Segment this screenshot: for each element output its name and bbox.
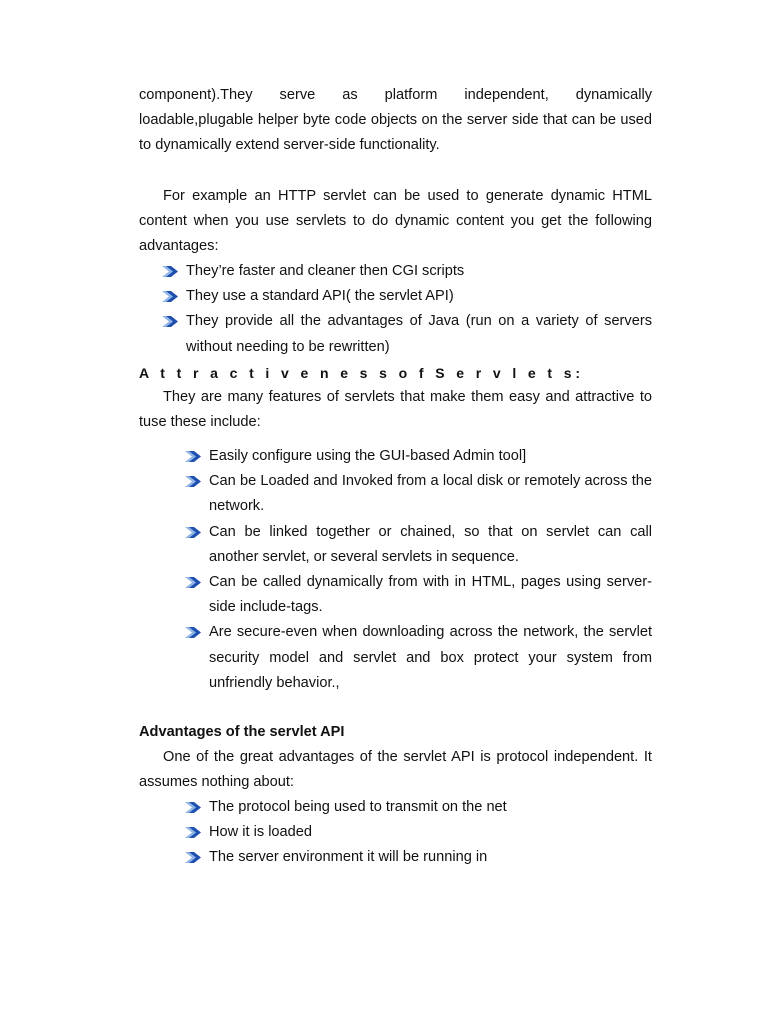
list-item-text: The protocol being used to transmit on the net: [209, 799, 507, 815]
list-item: [185, 820, 652, 845]
list-item: [162, 284, 652, 309]
list-item-text: How it is loaded: [209, 824, 313, 841]
list-item: [185, 444, 652, 469]
intro-paragraph: component).They serve as platform independent, dynamically loadable,plugable helper byte code objects on the server side that can be used to dynamically extend server-side functionality.: [139, 87, 652, 154]
example-paragraph: For example an HTTP servlet can be used to generate dynamic HTML content when you use servlets to do dynamic content you get the following advantages:: [139, 188, 652, 255]
double-arrow-bullet-icon: [185, 577, 202, 588]
list-item: [185, 845, 652, 870]
list-item-text: Easily configure using the GUI-based Admin tool]: [209, 448, 527, 464]
double-arrow-bullet-icon: [185, 802, 202, 813]
double-arrow-bullet-icon: [185, 827, 202, 838]
list-item: [185, 520, 652, 570]
list-item-text: They use a standard API( the servlet API): [186, 288, 454, 305]
double-arrow-bullet-icon: [185, 451, 202, 462]
double-arrow-bullet-icon: [185, 476, 202, 487]
list-item-text: The server environment it will be running in: [209, 849, 488, 866]
attractiveness-heading: A t t r a c t i v e n e s s o f S e r v l e t s:: [139, 365, 584, 381]
list-item: [185, 469, 652, 519]
list-item: [162, 309, 652, 359]
list-item-text: Can be linked together or chained, so that on servlet can call another servlet, or several servlets in sequence.: [209, 523, 652, 565]
api-paragraph: One of the great advantages of the servlet API is protocol independent. It assumes nothing about:: [139, 749, 652, 791]
double-arrow-bullet-icon: [185, 527, 202, 538]
list-item-text: Can be Loaded and Invoked from a local disk or remotely across the network.: [209, 473, 652, 515]
list-item: [185, 620, 652, 696]
list-item-text: Are secure-even when downloading across the network, the servlet security model and servlet and box protect your system from unfriendly behavior.,: [209, 624, 652, 691]
api-list: [185, 795, 652, 871]
features-list: [185, 444, 652, 696]
features-paragraph: They are many features of servlets that make them easy and attractive to tuse these include:: [139, 389, 652, 431]
list-item: [185, 570, 652, 620]
list-item: [162, 259, 652, 284]
double-arrow-bullet-icon: [162, 291, 179, 302]
list-item-text: They provide all the advantages of Java (run on a variety of servers without needing to be rewritten): [186, 313, 652, 355]
list-item-text: They’re faster and cleaner then CGI scripts: [186, 263, 465, 279]
advantages-list: [162, 259, 652, 360]
double-arrow-bullet-icon: [162, 316, 179, 327]
double-arrow-bullet-icon: [185, 627, 202, 638]
list-item-text: Can be called dynamically from with in HTML, pages using server-side include-tags.: [209, 574, 652, 616]
list-item: [185, 795, 652, 820]
double-arrow-bullet-icon: [162, 266, 179, 277]
double-arrow-bullet-icon: [185, 852, 202, 863]
api-heading: Advantages of the servlet API: [139, 724, 345, 740]
